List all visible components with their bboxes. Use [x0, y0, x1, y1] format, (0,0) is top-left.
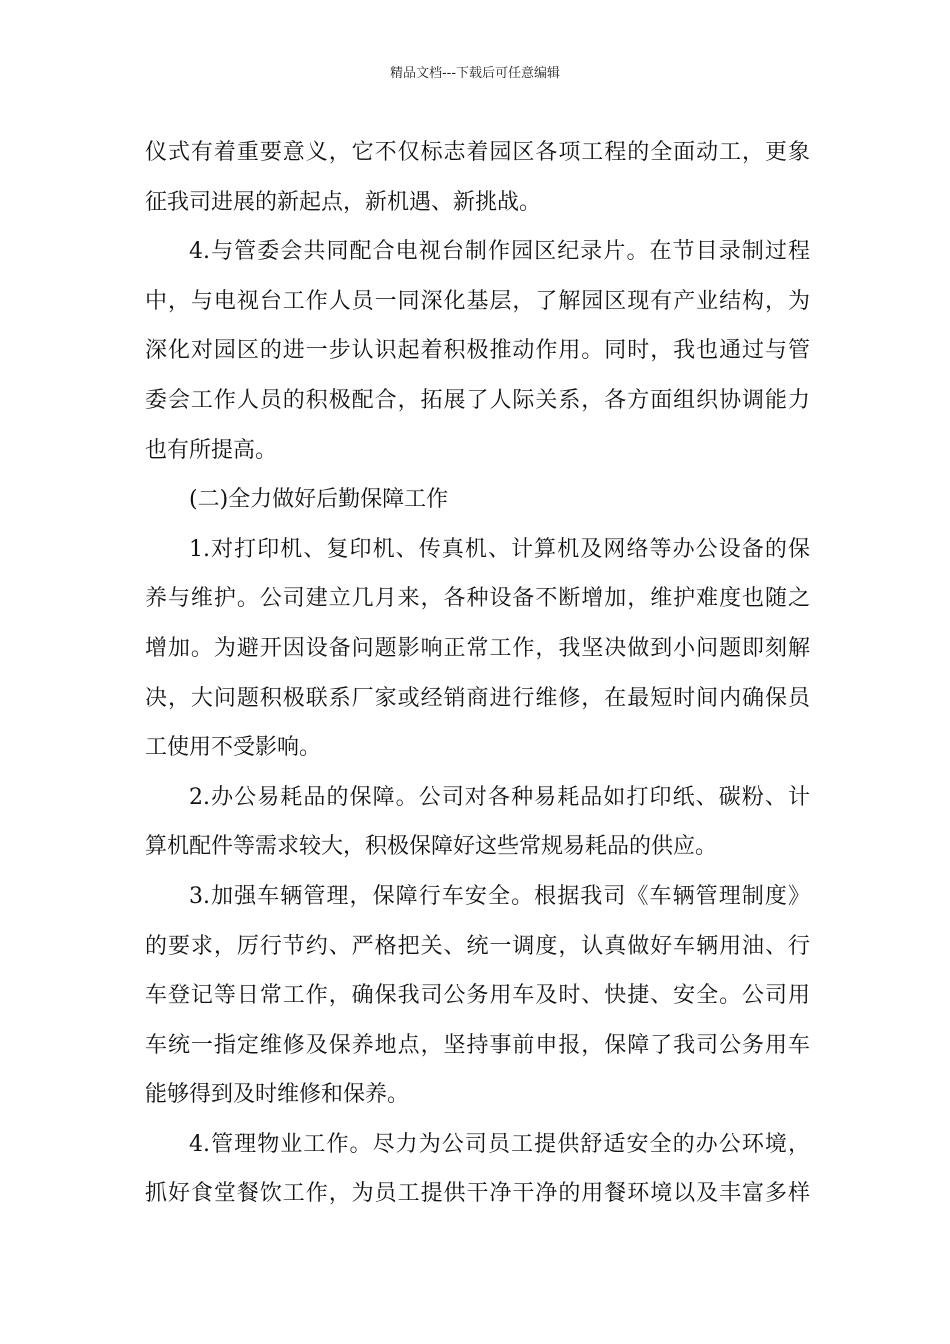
- page-header: 精品文档---下载后可任意编辑: [389, 66, 561, 81]
- text-line: 仪式有着重要意义，它不仅标志着园区各项工程的全面动工，更象: [145, 140, 810, 165]
- document-body: [145, 128, 810, 1219]
- text-line: 3.加强车辆管理，保障行车安全。根据我司《车辆管理制度》: [189, 883, 810, 909]
- text-line: 决，大问题积极联系厂家或经销商进行维修，在最短时间内确保员: [145, 685, 810, 711]
- text-line: 工使用不受影响。: [145, 735, 322, 761]
- text-line: 增加。为避开因设备问题影响正常工作，我坚决做到小问题即刻解: [145, 635, 810, 661]
- text-line: 车统一指定维修及保养地点，坚持事前申报，保障了我司公务用车: [145, 1032, 810, 1058]
- text-line: 4.与管委会共同配合电视台制作园区纪录片。在节目录制过程: [189, 239, 810, 265]
- text-line: 征我司进展的新起点，新机遇、新挑战。: [145, 189, 542, 215]
- section-heading: (二)全力做好后勤保障工作: [189, 487, 449, 513]
- text-line: 能够得到及时维修和保养。: [145, 1082, 410, 1108]
- text-line: 车登记等日常工作，确保我司公务用车及时、快捷、安全。公司用: [145, 983, 810, 1009]
- text-line: 委会工作人员的积极配合，拓展了人际关系，各方面组织协调能力: [145, 387, 810, 413]
- text-line: 1.对打印机、复印机、传真机、计算机及网络等办公设备的保: [189, 536, 810, 562]
- text-line: 中，与电视台工作人员一同深化基层，了解园区现有产业结构，为: [145, 288, 810, 314]
- text-line: 抓好食堂餐饮工作，为员工提供干净干净的用餐环境以及丰富多样: [145, 1181, 810, 1207]
- text-line: 也有所提高。: [145, 437, 278, 463]
- text-line: 的要求，厉行节约、严格把关、统一调度，认真做好车辆用油、行: [145, 933, 810, 959]
- text-line: 深化对园区的进一步认识起着积极推动作用。同时，我也通过与管: [145, 338, 810, 364]
- text-line: 2.办公易耗品的保障。公司对各种易耗品如打印纸、碳粉、计: [189, 784, 810, 810]
- text-line: 4.管理物业工作。尽力为公司员工提供舒适安全的办公环境，: [189, 1131, 810, 1157]
- text-line: 算机配件等需求较大，积极保障好这些常规易耗品的供应。: [145, 834, 718, 860]
- text-line: 养与维护。公司建立几月来，各种设备不断增加，维护难度也随之: [145, 586, 810, 612]
